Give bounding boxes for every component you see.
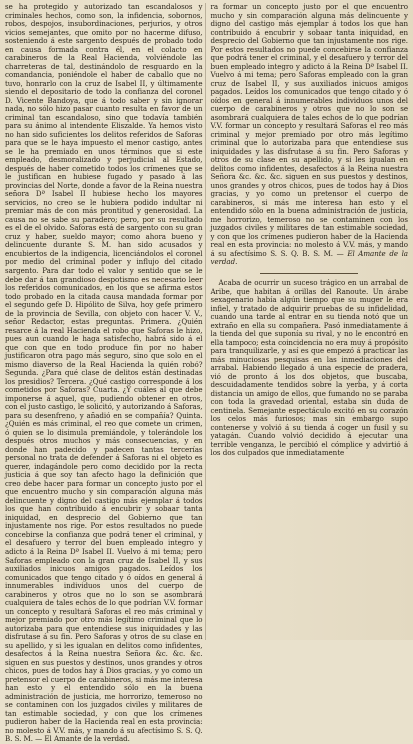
news-story-text: Acaba de ocurrir un suceso trágico en un arrabal de Aribe, que habitan á orillas del Ranoute. Un árabe sexagenario había algún tiempo que su muger le era infiel, y tratado de adquirir pruebas de su infidelidad, cuando una tarde al entrar en su tienda notó que un extraño en ella su compañera. Pasó inmediatamente á la tienda del que suponía su rival, y no le encontró en ella tampoco; esta coincidencia no era muy á propósito para tranquilizarle, y así es que empezó á practicar las más minuciosas pesquisas en las inmediaciones del arrabal. Habiendo llegado á una especie de pradera, vió de pronto á los dos objetos, que buscaba, descuidadamente tendidos sobre la yerba, y á corta distancia un amigo de ellos, que fumando no se paraba con toda la gravedad oriental, estaba sin duda de centinela. Semejante espectáculo excitó en su corazón los celos más furiosos; mas sin embargo supo contenerse y volvió á su tienda á coger un fusil y su yatagán. Cuando volvió decidido á ejecutar una terrible venganza, le percibió el cómplice y advirtió á los dos culpados que inmediatamente — [210, 277, 408, 458]
right-column-letter-end — [210, 3, 408, 267]
left-column-text: se ha protegido y autorizado tan escandalosos y criminales hechos, como son, la infidencia, sobornos, robos, despojos, insubordinaciones, perjurios, y otros vicios semejantes, que omito por no hacerme difuso, sosteniendo á este sargento después de probado todo en causa formada contra él, en el colacto en carabineros de la Real Hacienda, volviéndole las charreteras de tal, destinándolo de resguardo en la comandancia, poniéndole el haber de caballo que no tuvo, honrarlo con la cruz de Isabel II, y últimamente siendo el depositario de todo la confianza del coronel D. Vicente Bandoya, que á todo saber y sin ignorar nada, no sólo hizo pasar cuanto resulta en favor de un criminal tan escandaloso, sino que todavía también para su ánimo al intendente Eliszalde. Ya hemos visto no han sido suficientes los delitos referidos de Saforas para que se le haya impuesto el menor castigo, antes se le ha premiado en unos términos que si este empleado, desmoralizado y perjudicial al Estado, después de haber cometido todos los crímenes que se le justifican en hubiese fugado y pasado á las provincias del Norte, donde a favor de la Reina nuestra señora Dª Isabel II hubiese hecho los mayores servicios, no creo se le hubiera podido indultar ni premiar más de con más prontitud y generosidad. La causa no se sabe su paradero; pero, por su resultado es el de el olvido. Saforas está de sargento con su gran cruz y haber, sueldo mayor; como ahora bueno y delincuente durante S. M. han sido acusados y encubiertos de la indigencia, licenciándolos el coronel por medio del criminal poder y influjo del citado sargento. Para dar todo el valor y sentido que se le debe dar á tan grandioso despotismo es necesario leer los referidos comunicados, en los que se afirma estos todo probado en la citada causa mandada formar por el segundo gefe D. Hipólito de Silva, hoy gefe primero de la provincia de Sevilla, con objeto con hacer V. V., señor Redactor, estas preguntas. Primera. ¿Quién resarce á la real Hacienda el robo que Saforas le hizo, pues aun cuando le haga satisfecho, habrá sido á el que con que en todo produce fin por no haber justificaron otra pago más seguro, sino que solo en el mismo diaverso de la Real Hacienda la quién robó? Segunda. ¿Para qué clase de delitos están destinadas los presidios? Tercera. ¿Qué castigo corresponde á los cometidos por Saforas? Cuarta. ¿Y cuáles al que debe imponerse á aquel, que, pudiendo obtener en otros, con el justo castigo, le solicitó, y autorizando á Saforas, para su desenfreno, y añadió en se compañía? Quinta. ¿Quién es más criminal, el reo que comete un crimen, ó quien se lo disimula premiándole, y tolerándole los después otros muchos y más consecuencias, y en donde han padecido y padecen tantas tercerías personal no trata de defender á Saforas ni el objeto es querer, indagándole pero como decidido por la recta justicia á que soy tan afecto hago la definición que creo debe hacer para formar un concepto justo por el que encuentro mucho y sin comparación alguna más delincuente y digno del castigo más ejemplar á todos los que han contribuido á encubrir y sobaar tanta iniquidad, en desprecio del Gobierno que tan injustamente nos rige. Por estos resultados no puede concebirse la confianza que podrá tener el criminal, y el desafuero y terror del buen empleado integro y adicto á la Reina Dª Isabel II. Vuelvo á mi tema; pero Saforas empleado con la gran cruz de Isabel II, y sus auxiliados inicuos amigos pagados. Leídos los comunicados que tengo citado y ó oídos en general á innumerables individuos unos del cuerpo de carabineros y otros que no lo son se asombrará cualquiera de tales echos de lo que podrían V.V. formar un concepto y resultará Saforas el reo más criminal y mejor premiado por otro más legítimo criminal que lo autorizaba para que entendiese sus iniquidades y las disfrutase á su fin. Pero Saforas y otros de su clase en su apellido, y si les igualan en delitos como infidentes, desafectos á la Reina nuestra Señora &c. &c. &c. siguen en sus puestos y destinos, unos grandes y otros chicos, pues de todos hay á Dios gracias, y yo como un pretensor el cuerpo de carabineros, si más me interesa han esto y el entendido sólo en la buena administración de justicia, me horrorizo, temeroso no se contaminen con los juzgados civiles y militares de tan estimable sociedad, y con que los crímenes pudieron haber de la Hacienda real en esta provincia: no molesto á V.V. más, y mando á su afectísimo S. S. Q. B. S. M. — El Amante de la verdad. — [5, 2, 203, 744]
two-column-layout — [5, 2, 408, 744]
article-separator — [260, 273, 358, 274]
letter-signature: El Amante de la verdad. — [210, 248, 408, 267]
left-column — [5, 2, 203, 744]
right-column-letter-text: ra formar un concepto justo por el que encuentro mucho y sin comparación alguna más delincuente y digno del castigo más ejemplar á todos los que han contribuido á encubrir y sobaar tanta iniquidad, en desprecio del Gobierno que tan injustamente nos rige. Por estos resultados no puede concebirse la confianza que podrá tener el criminal, y el desafuero y terror del buen empleado integro y adicto á la Reina Dª Isabel II. Vuelvo á mi tema; pero Saforas empleado con la gran cruz de Isabel II, y sus auxiliados inicuos amigos pagados. Leídos los comunicados que tengo citado y ó oídos en general á innumerables individuos unos del cuerpo de carabineros y otros que no lo son se asombrará cualquiera de tales echos de lo que podrían V.V. formar un concepto y resultará Saforas el reo más criminal y mejor premiado por otro más legítimo criminal que lo autorizaba para que entendiese sus iniquidades y las disfrutase á su fin. Pero Saforas y otros de su clase en su apellido, y si les igualan en delitos como infidentes, desafectos á la Reina nuestra Señora &c. &c. &c. siguen en sus puestos y destinos, unos grandes y otros chicos, pues de todos hay á Dios gracias, y yo como un pretensor el cuerpo de carabineros, si más me interesa han esto y el entendido sólo en la buena administración de justicia, me horrorizo, temeroso no se contaminen con los juzgados civiles y militares de tan estimable sociedad, y con que los crímenes pudieron haber de la Hacienda real en esta provincia: no molesto á V.V. más, y mando á su afectísimo S. S. Q. B. S. M. — — [210, 2, 408, 258]
right-column — [210, 3, 408, 640]
